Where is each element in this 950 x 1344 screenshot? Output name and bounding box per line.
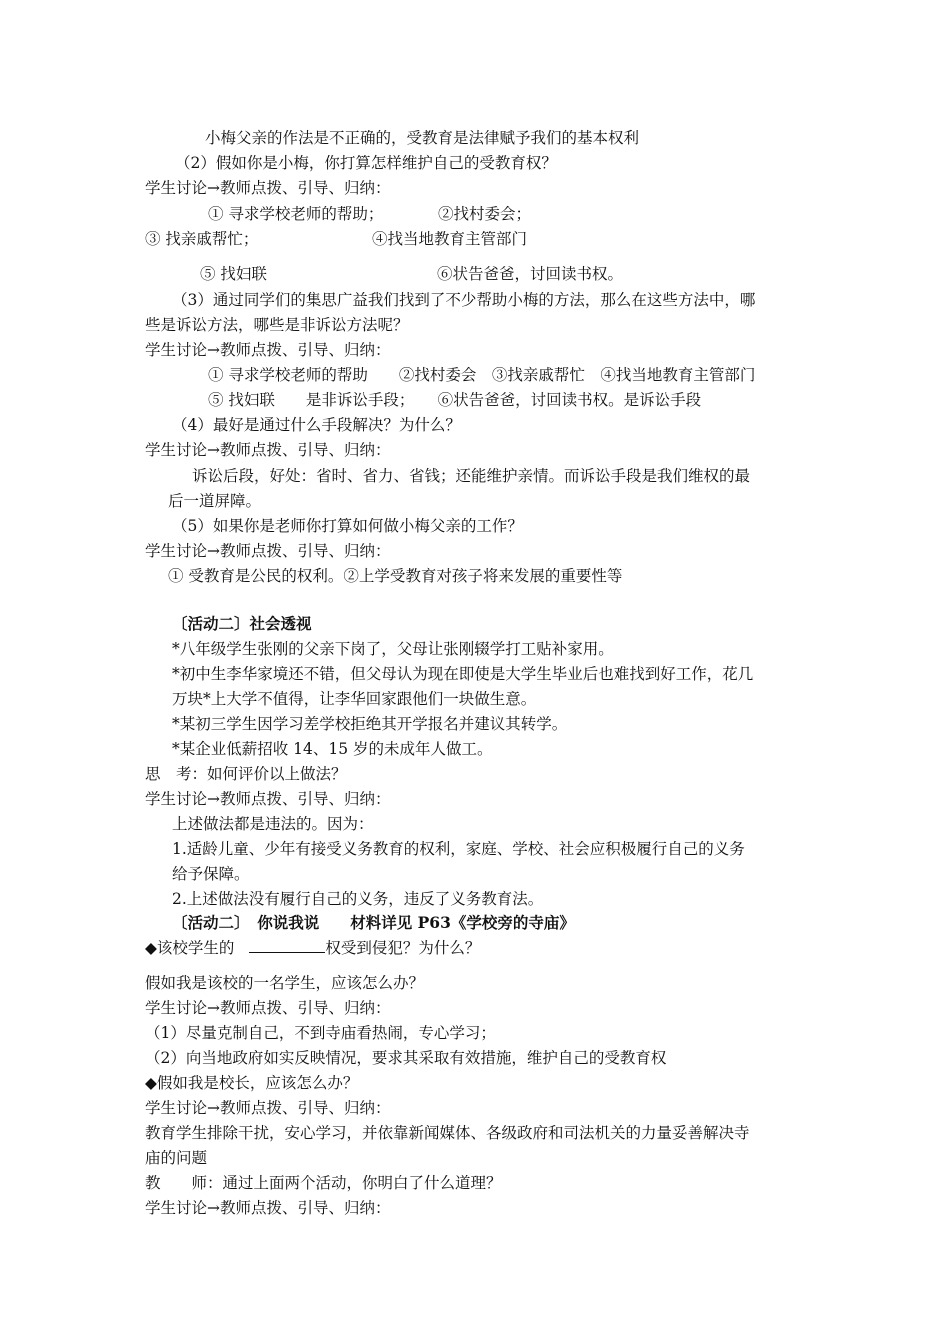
method-5: ⑤ 找妇联 bbox=[200, 265, 267, 283]
question-line bbox=[145, 938, 480, 958]
method-1: ① 寻求学校老师的帮助； bbox=[208, 205, 384, 223]
question-4: （4）最好是通过什么手段解决？为什么？ bbox=[172, 416, 461, 434]
text-line: ⑤ 找妇联 是非诉讼手段； ⑥状告爸爸，讨回读书权。是诉讼手段 bbox=[208, 391, 702, 409]
method-3: ③ 找亲戚帮忙； bbox=[145, 230, 259, 248]
discussion-label: 学生讨论→教师点拨、引导、归纳： bbox=[145, 441, 391, 459]
discussion-label: 学生讨论→教师点拨、引导、归纳： bbox=[145, 542, 391, 560]
discussion-label: 学生讨论→教师点拨、引导、归纳： bbox=[145, 999, 391, 1017]
fill-in-blank bbox=[249, 938, 325, 953]
discussion-label: 学生讨论→教师点拨、引导、归纳： bbox=[145, 341, 391, 359]
case-item: *八年级学生张刚的父亲下岗了，父母让张刚辍学打工贴补家用。 bbox=[172, 640, 614, 658]
numbered-item: 1.适龄儿童、少年有接受义务教育的权利，家庭、学校、社会应积极履行自己的义务 bbox=[172, 840, 745, 858]
discussion-label: 学生讨论→教师点拨、引导、归纳： bbox=[145, 179, 391, 197]
discussion-label: 学生讨论→教师点拨、引导、归纳： bbox=[145, 1099, 391, 1117]
case-item: *某初三学生因学习差学校拒绝其开学报名并建议其转学。 bbox=[172, 715, 568, 733]
question-3: （3）通过同学们的集思广益我们找到了不少帮助小梅的方法，那么在这些方法中，哪 bbox=[172, 291, 756, 309]
method-2: ②找村委会； bbox=[438, 205, 532, 223]
text-line: ① 受教育是公民的权利。②上学受教育对孩子将来发展的重要性等 bbox=[168, 567, 623, 585]
numbered-item: （2）向当地政府如实反映情况，要求其采取有效措施，维护自己的受教育权 bbox=[145, 1049, 667, 1067]
text-line: ① 寻求学校老师的帮助 ②找村委会 ③找亲戚帮忙 ④找当地教育主管部门 bbox=[208, 366, 756, 384]
discussion-label: 学生讨论→教师点拨、引导、归纳： bbox=[145, 1199, 391, 1217]
case-item: *初中生李华家境还不错，但父母认为现在即使是大学生毕业后也难找到好工作，花几 bbox=[172, 665, 754, 683]
discussion-label: 学生讨论→教师点拨、引导、归纳： bbox=[145, 790, 391, 808]
method-4: ④找当地教育主管部门 bbox=[372, 230, 528, 248]
text-line: 些是诉讼方法，哪些是非诉讼方法呢？ bbox=[145, 316, 409, 334]
question-suffix: 权受到侵犯？为什么？ bbox=[325, 939, 481, 957]
section-heading: 〔活动二〕社会透视 bbox=[172, 614, 312, 633]
question-5: （5）如果你是老师你打算如何做小梅父亲的工作？ bbox=[172, 517, 523, 535]
think-prompt: 思 考：如何评价以上做法？ bbox=[145, 765, 347, 783]
text-line: 给予保障。 bbox=[172, 865, 250, 883]
text-line: 庙的问题 bbox=[145, 1149, 208, 1167]
text-line: 上述做法都是违法的。因为： bbox=[172, 815, 374, 833]
text-line: 小梅父亲的作法是不正确的，受教育是法律赋予我们的基本权利 bbox=[205, 129, 640, 147]
question-2: （2）假如你是小梅，你打算怎样维护自己的受教育权？ bbox=[175, 154, 557, 172]
text-line: 假如我是该校的一名学生，应该怎么办？ bbox=[145, 974, 425, 992]
text-line: 万块*上大学不值得，让李华回家跟他们一块做生意。 bbox=[172, 690, 537, 708]
method-6: ⑥状告爸爸，讨回读书权。 bbox=[437, 265, 624, 283]
numbered-item: 2.上述做法没有履行自己的义务，违反了义务教育法。 bbox=[172, 890, 544, 908]
section-heading: 〔活动二〕 你说我说 材料详见 P63《学校旁的寺庙》 bbox=[172, 913, 575, 932]
teacher-prompt: 教 师：通过上面两个活动，你明白了什么道理？ bbox=[145, 1174, 502, 1192]
question-prefix: ◆该校学生的 bbox=[145, 939, 235, 957]
text-line: 教育学生排除干扰，安心学习，并依靠新闻媒体、各级政府和司法机关的力量妥善解决寺 bbox=[145, 1124, 750, 1142]
numbered-item: （1）尽量克制自己，不到寺庙看热闹，专心学习； bbox=[145, 1024, 496, 1042]
text-line: 诉讼后段，好处：省时、省力、省钱；还能维护亲情。而诉讼手段是我们维权的最 bbox=[192, 467, 751, 485]
question-line: ◆假如我是校长，应该怎么办？ bbox=[145, 1074, 359, 1092]
case-item: *某企业低薪招收 14、15 岁的未成年人做工。 bbox=[172, 740, 493, 758]
text-line: 后一道屏障。 bbox=[168, 492, 262, 510]
